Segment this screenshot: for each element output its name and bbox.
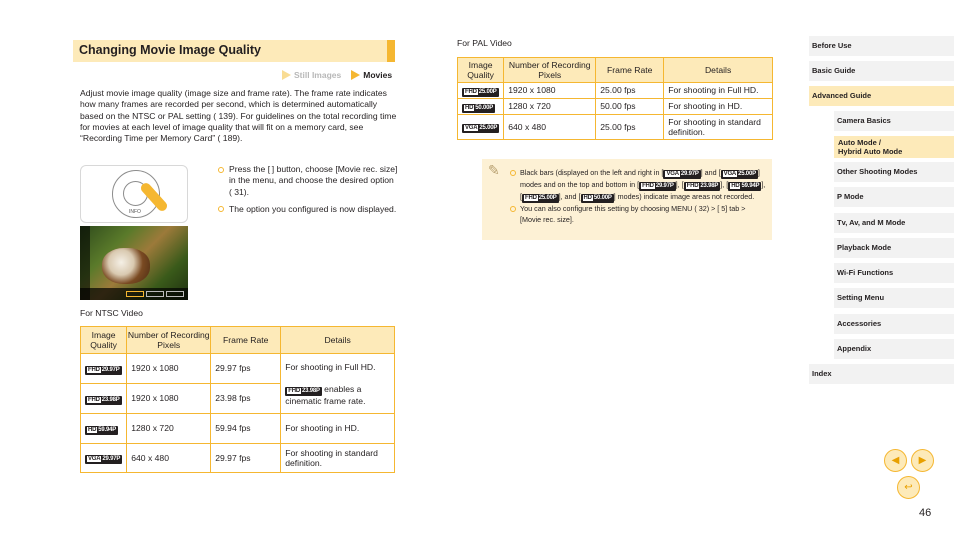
arrow-left-icon: ◀ (891, 455, 900, 466)
quality-cell (458, 115, 504, 140)
quality-cell (81, 384, 127, 414)
movie-quality-icon: VGA 25.00P (721, 170, 758, 179)
sidebar-item-camera-basics[interactable]: Camera Basics (834, 111, 954, 131)
bullet-icon (218, 167, 224, 173)
header-frame-rate: Frame Rate (596, 58, 664, 83)
section-title (73, 40, 395, 62)
header-image-quality: Image Quality (458, 58, 504, 83)
quality-cell (458, 99, 504, 115)
sidebar-item-wifi-functions[interactable]: Wi-Fi Functions (834, 263, 954, 283)
sidebar-item-basic-guide[interactable]: Basic Guide (809, 61, 954, 81)
return-button[interactable] (897, 476, 920, 499)
option-icon (146, 291, 164, 297)
tag-movies: Movies (351, 70, 392, 80)
note-list (510, 167, 766, 225)
sidebar-item-other-shooting-modes[interactable]: Other Shooting Modes (834, 162, 954, 182)
sidebar-item-accessories[interactable]: Accessories (834, 314, 954, 334)
sidebar-item-tv-av-m-mode[interactable]: Tv, Av, and M Mode (834, 213, 954, 233)
note-item: Black bars (displayed on the left and right in [ VGA 29.97P ] and [ VGA 25.00P ] modes and on the top and bottom in [ FHD 29.97P ], [ FHD 23.98P ], [ HD 59.94P ], [ FHD 25.00P ], and [ HD 50.00P ] modes) indicate image areas not recorded. (510, 167, 766, 203)
sidebar-item-p-mode[interactable]: P Mode (834, 187, 954, 207)
movie-quality-icon: HD 50.00P (462, 104, 495, 113)
intro-text: Adjust movie image quality (image size and frame rate). The frame rate indicates how many frames are recorded per second, which is determined automatically based on the NTSC or PAL setting ( 139). For guidelines on the total recording time for movies at each level of image quality that will fit on a memory card, see “Recording Time per Memory Card” ( 189). (80, 88, 397, 144)
header-frame-rate: Frame Rate (211, 327, 281, 354)
triangle-icon (351, 70, 360, 80)
table-row: FHD 23.98P 1920 x 1080 23.98 fps FHD 23.98P enables a cinematic frame rate. (81, 384, 395, 414)
tag-still-images: Still Images (282, 70, 341, 80)
sidebar-item-appendix[interactable]: Appendix (834, 339, 954, 359)
step-item: Press the [ ] button, choose [Movie rec. size] in the menu, and choose the desired option ( 31). (218, 164, 398, 198)
note-item: You can also configure this setting by choosing MENU ( 32) > [ 5] tab > [Movie rec. size]. (510, 203, 766, 225)
movie-quality-icon: HD 59.94P (728, 182, 761, 191)
table-row: FHD 25.00P 1920 x 1080 25.00 fps For shooting in Full HD. (458, 83, 773, 99)
ntsc-table (80, 326, 395, 473)
movie-quality-icon: HD 59.94P (85, 426, 118, 435)
pal-table (457, 57, 773, 140)
movie-quality-icon: FHD 23.98P (684, 182, 721, 191)
movie-quality-icon: FHD 29.97P (85, 366, 122, 375)
step-item: The option you configured is now displayed. (218, 204, 398, 215)
header-image-quality: Image Quality (81, 327, 127, 354)
movie-quality-icon: HD 50.00P (581, 194, 614, 203)
movie-quality-icon: FHD 25.00P (522, 194, 559, 203)
sidebar-item-auto-mode[interactable]: Auto Mode / Hybrid Auto Mode (834, 136, 954, 158)
page-number: 46 (919, 507, 932, 519)
sidebar-item-setting-menu[interactable]: Setting Menu (834, 288, 954, 308)
triangle-icon (282, 70, 291, 80)
header-pixels: Number of Recording Pixels (504, 58, 596, 83)
table-row: HD 50.00P 1280 x 720 50.00 fps For shooting in HD. (458, 99, 773, 115)
return-icon: ↩ (904, 482, 913, 493)
bullet-icon (218, 206, 224, 212)
header-pixels: Number of Recording Pixels (127, 327, 211, 354)
pencil-icon: ✎ (488, 162, 500, 178)
dial-label: INFO (129, 209, 141, 215)
header-details: Details (664, 58, 773, 83)
bullet-icon (510, 170, 516, 176)
sidebar-item-advanced-guide[interactable]: Advanced Guide (809, 86, 954, 106)
table-row: HD 59.94P 1280 x 720 59.94 fps For shooting in HD. (81, 414, 395, 444)
camera-dial-illustration (80, 165, 188, 223)
movie-quality-icon: VGA 29.97P (663, 170, 700, 179)
section-title-text: Changing Movie Image Quality (79, 43, 261, 57)
movie-quality-icon: VGA 25.00P (462, 124, 499, 133)
prev-page-button[interactable] (884, 449, 907, 472)
steps-list (218, 164, 398, 221)
next-page-button[interactable] (911, 449, 934, 472)
pal-caption: For PAL Video (457, 38, 512, 48)
sidebar-item-before-use[interactable]: Before Use (809, 36, 954, 56)
movie-quality-icon: FHD 25.00P (462, 88, 499, 97)
ntsc-caption: For NTSC Video (80, 308, 143, 318)
quality-cell (81, 414, 127, 444)
quality-cell (81, 354, 127, 384)
movie-quality-icon: VGA 29.97P (85, 455, 122, 464)
table-row: FHD 29.97P 1920 x 1080 29.97 fps For shooting in Full HD. (81, 354, 395, 384)
sidebar-item-playback-mode[interactable]: Playback Mode (834, 238, 954, 258)
mode-tags (282, 70, 392, 80)
table-row: VGA 25.00P 640 x 480 25.00 fps For shooting in standard definition. (458, 115, 773, 140)
camera-screen-photo (80, 226, 188, 300)
movie-quality-icon: FHD 23.98P (85, 396, 122, 405)
bullet-icon (510, 206, 516, 212)
movie-quality-icon: FHD 23.98P (285, 387, 322, 396)
option-icon (166, 291, 184, 297)
header-details: Details (281, 327, 395, 354)
cinematic-note: FHD 23.98P enables a cinematic frame rate. (281, 384, 395, 414)
selected-option-icon (126, 291, 144, 297)
movie-quality-icon: FHD 29.97P (639, 182, 676, 191)
arrow-right-icon: ▶ (918, 455, 927, 466)
table-row: VGA 29.97P 640 x 480 29.97 fps For shooting in standard definition. (81, 444, 395, 473)
note-box (482, 159, 772, 240)
dog-image (102, 248, 150, 284)
sidebar-item-index[interactable]: Index (809, 364, 954, 384)
quality-cell (458, 83, 504, 99)
quality-cell (81, 444, 127, 473)
